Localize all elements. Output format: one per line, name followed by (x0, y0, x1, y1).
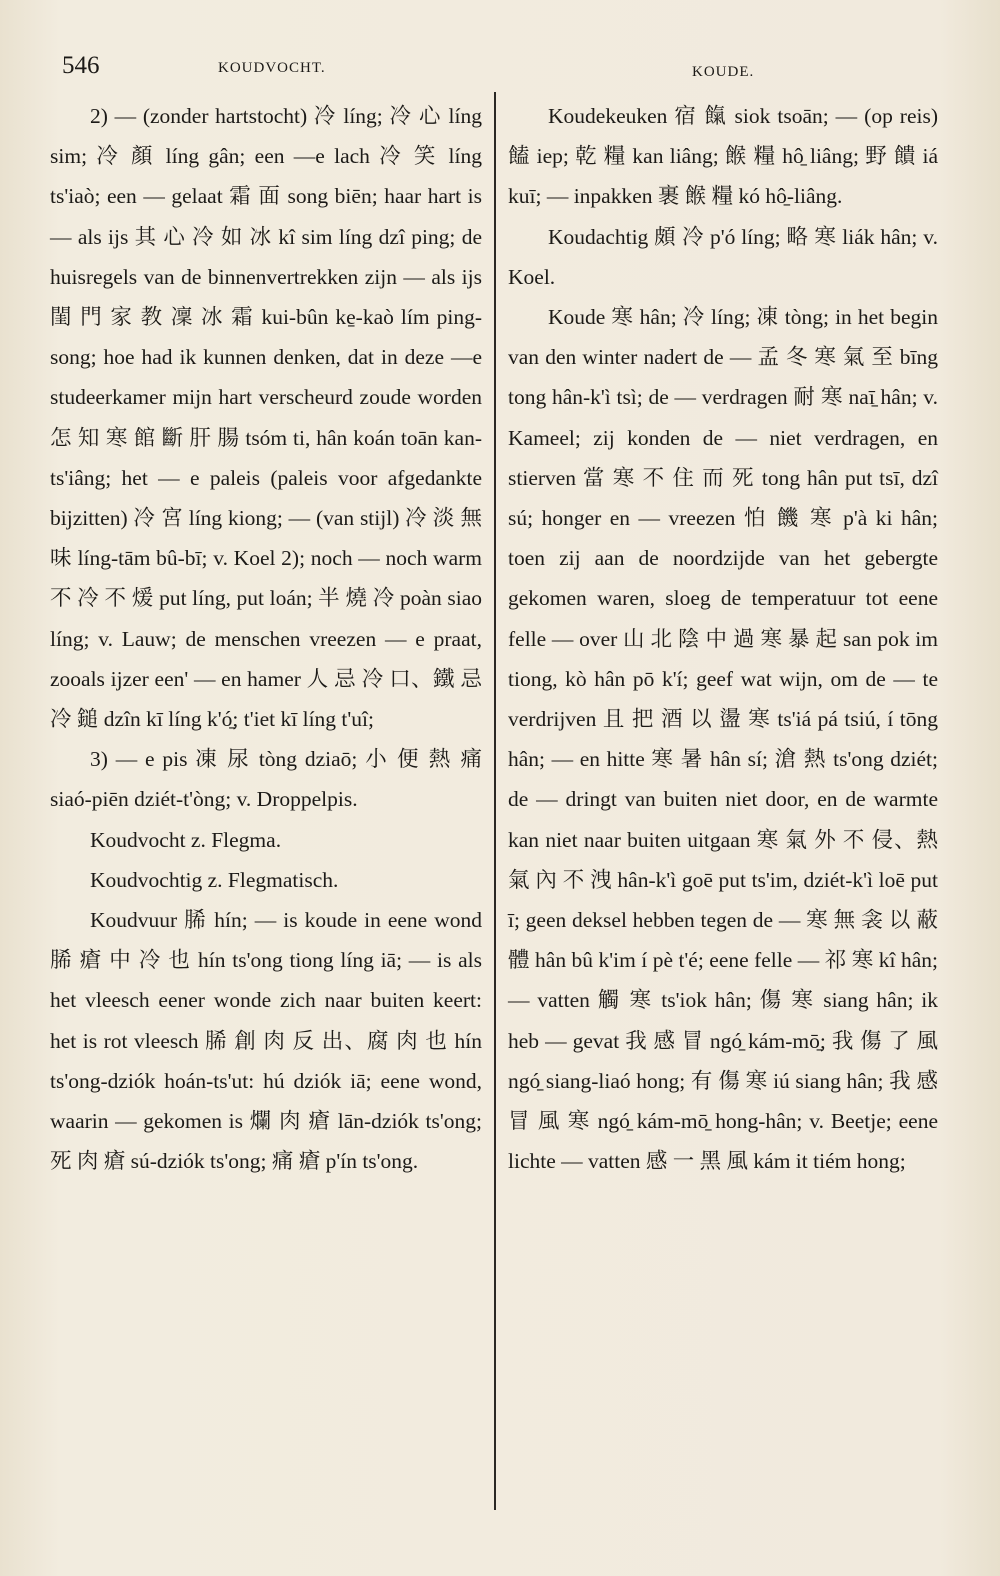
entry-koud-2: 2) — (zonder hartstocht) 冷 líng; 冷 心 líng sim; 冷 顏 líng gân; een —e lach 冷 笑 líng ts'iaò; een — gelaat 霜 面 song biēn; haar hart is — als ijs 其 心 冷 如 冰 kî sim líng dzî ping; de huisregels van de binnenvertrekken zijn — als ijs 閨 門 家 教 凜 冰 霜 kui-bûn ke̱-kaò lím ping-song; hoe had ik kunnen denken, dat in deze —e studeerkamer mijn hart verscheurd zoude worden 怎 知 寒 館 斷 肝 腸 tsóm ti, hân koán toān kan-ts'iâng; het — e paleis (paleis voor afgedankte bijzitten) 冷 宮 líng kiong; — (van stijl) 冷 淡 無 味 líng-tām bû-bī; v. Koel 2); noch — noch warm 不 冷 不 煖 put líng, put loán; 半 燒 冷 poàn siao líng; v. Lauw; de menschen vreezen — e praat, zooals ijzer een' — en hamer 人 忌 冷 口、鐵 忌 冷 鎚 dzîn kī líng k'ó̱; t'iet kī líng t'uî; (50, 104, 482, 732)
page-header (0, 52, 1000, 92)
left-column (50, 96, 482, 1181)
right-column (508, 96, 938, 1181)
page-number: 546 (62, 52, 100, 79)
entry-koudekeuken: Koudekeuken 宿 餼 siok tsoān; — (op reis) 饁 iep; 乾 糧 kan liâng; 餱 糧 hô̱ liâng; 野 饋 iá kuī; — inpakken 裹 餱 糧 kó hô̱-liâng. (508, 104, 938, 209)
entry-koude: Koude 寒 hân; 冷 líng; 凍 tòng; in het begin van den winter nadert de — 孟 冬 寒 氣 至 bīng tong hân-k'ì tsì; de — verdragen 耐 寒 naī̱ hân; v. Kameel; zij konden de — niet verdragen, en stierven 當 寒 不 住 而 死 tong hân put tsī, dzî sú; honger en — vreezen 怕 饑 寒 p'à ki hân; toen zij aan de noordzijde van het gebergte gekomen waren, sloeg de temperatuur tot eene felle — over 山 北 陰 中 過 寒 暴 起 san pok im tiong, kò hân pō k'í; geef wat wijn, om de — te verdrijven 且 把 酒 以 盪 寒 ts'iá pá tsiú, í tōng hân; — en hitte 寒 暑 hân sí; 滄 熱 ts'ong dziét; de — dringt van buiten niet door, en de warmte kan niet naar buiten uitgaan 寒 氣 外 不 侵、熱 氣 內 不 洩 hân-k'ì goē put ts'im, dziét-k'ì loē put ī; geen deksel hebben tegen de — 寒 無 衾 以 蔽 體 hân bû k'im í pè t'é; eene felle — 祁 寒 kî hân; — vatten 觸 寒 ts'iok hân; 傷 寒 siang hân; ik heb — gevat 我 感 冒 ngó̱ kám-mō̱; 我 傷 了 風 ngó̱ siang-liaó hong; 有 傷 寒 iú siang hân; 我 感 冒 風 寒 ngó̱ kám-mō̱ hong-hân; v. Beetje; eene lichte — vatten 感 一 黑 風 kám it tiém hong; (508, 305, 938, 1174)
entry-koudvochtig: Koudvochtig z. Flegmatisch. (90, 867, 339, 892)
entry-koud-3: 3) — e pis 凍 尿 tòng dziaō; 小 便 熱 痛 siaó-piēn dziét-t'òng; v. Droppelpis. (50, 747, 482, 812)
column-divider (494, 92, 496, 1510)
entry-koudvocht: Koudvocht z. Flegma. (90, 827, 282, 852)
left-running-head: KOUDVOCHT. (218, 60, 326, 76)
right-running-head: KOUDE. (692, 64, 755, 80)
entry-koudvuur: Koudvuur 脪 hín; — is koude in eene wond 脪 瘡 中 冷 也 hín ts'ong tiong líng iā; — is als het vleesch eener wonde zich naar buiten keert: het is rot vleesch 脪 創 肉 反 出、腐 肉 也 hín ts'ong-dziók hoán-ts'ut: hú dziók iā; eene wond, waarin — gekomen is 爛 肉 瘡 lān-dziók ts'ong; 死 肉 瘡 sú-dziók ts'ong; 痛 瘡 p'ín ts'ong. (50, 908, 482, 1174)
entry-koudachtig: Koudachtig 頗 冷 p'ó líng; 略 寒 liák hân; v. Koel. (508, 224, 938, 289)
